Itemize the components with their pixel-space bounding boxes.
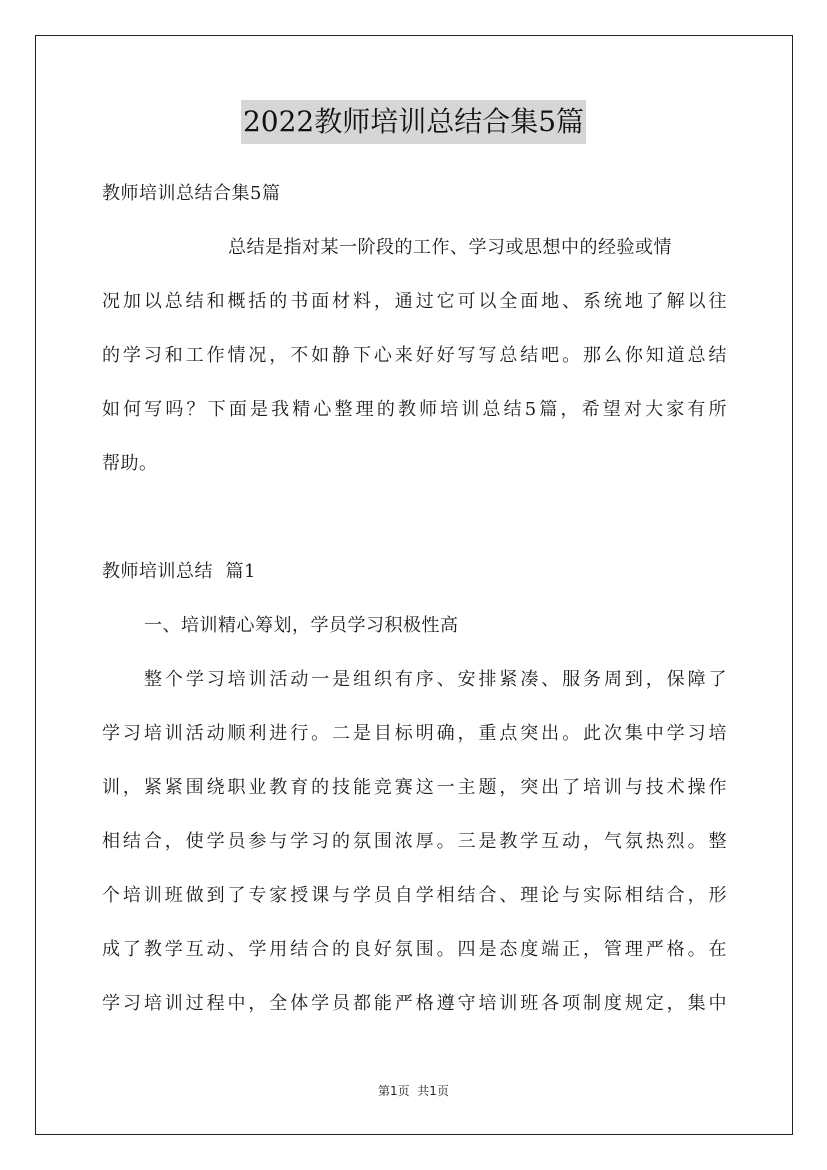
intro-line: 况加以总结和概括的书面材料，通过它可以全面地、系统地了解以往 xyxy=(102,291,727,312)
section-heading: 教师培训总结 篇1 xyxy=(102,561,256,582)
intro-line: 如何写吗？下面是我精心整理的教师培训总结5篇，希望对大家有所 xyxy=(102,399,727,420)
body-line: 学习培训活动顺利进行。二是目标明确，重点突出。此次集中学习培 xyxy=(102,723,727,744)
document-subtitle: 教师培训总结合集5篇 xyxy=(102,183,281,204)
title-container xyxy=(0,100,827,144)
body-line: 个培训班做到了专家授课与学员自学相结合、理论与实际相结合，形 xyxy=(102,885,727,906)
document-title: 2022教师培训总结合集5篇 xyxy=(241,100,586,144)
section-point: 一、培训精心筹划，学员学习积极性高 xyxy=(144,615,459,636)
intro-line: 的学习和工作情况，不如静下心来好好写写总结吧。那么你知道总结 xyxy=(102,345,727,366)
body-line: 训，紧紧围绕职业教育的技能竞赛这一主题，突出了培训与技术操作 xyxy=(102,777,727,798)
body-line: 学习培训过程中，全体学员都能严格遵守培训班各项制度规定，集中 xyxy=(102,993,727,1014)
intro-line: 帮助。 xyxy=(102,453,158,474)
intro-line: 总结是指对某一阶段的工作、学习或思想中的经验或情 xyxy=(228,237,672,258)
body-line: 整个学习培训活动一是组织有序、安排紧凑、服务周到，保障了 xyxy=(144,669,727,690)
page-footer: 第1页 共1页 xyxy=(378,1084,449,1098)
body-line: 相结合，使学员参与学习的氛围浓厚。三是教学互动，气氛热烈。整 xyxy=(102,831,727,852)
body-line: 成了教学互动、学用结合的良好氛围。四是态度端正，管理严格。在 xyxy=(102,939,727,960)
